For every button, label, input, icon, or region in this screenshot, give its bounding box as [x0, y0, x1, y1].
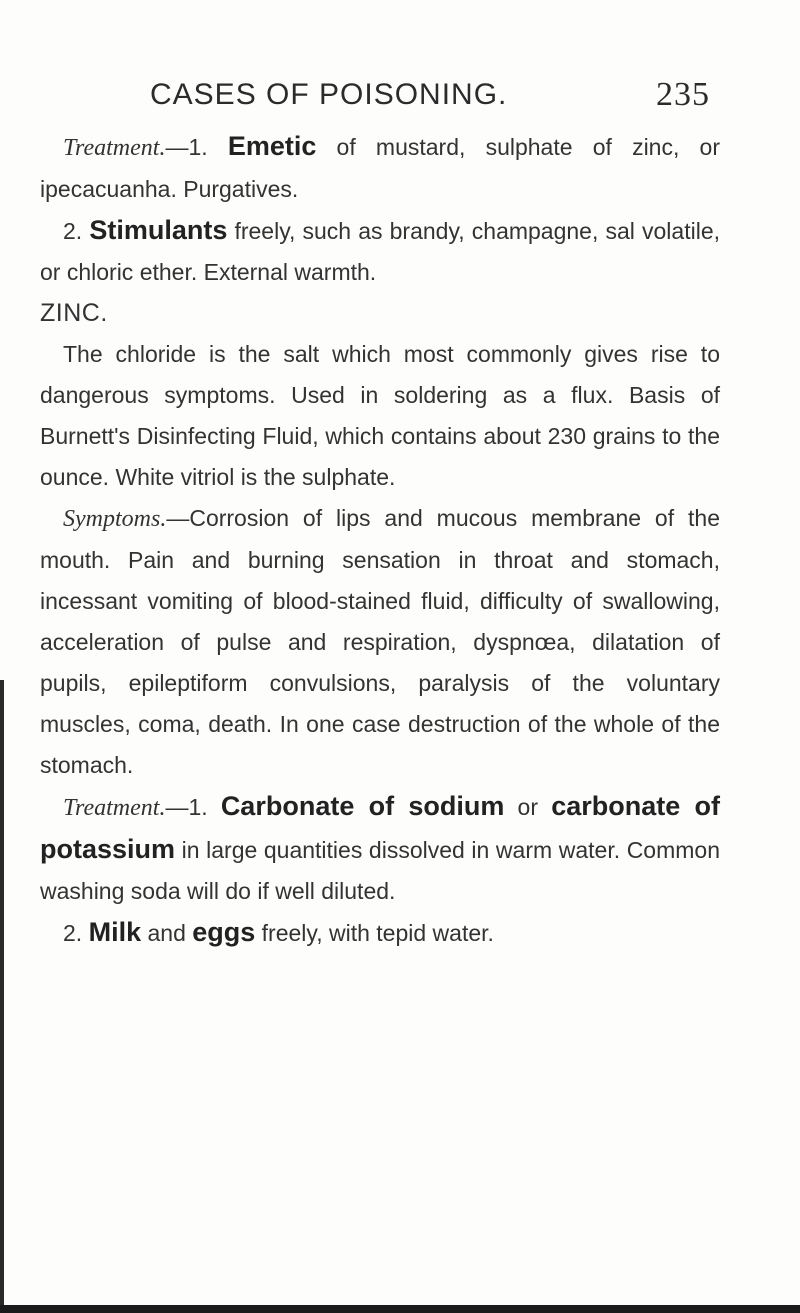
page-bottom-edge — [0, 1305, 800, 1313]
body-text — [40, 126, 720, 954]
treatment-label: Treatment. — [63, 135, 166, 161]
page-number: 235 — [656, 76, 710, 113]
emphasis-milk: Milk — [88, 917, 142, 947]
running-head — [150, 78, 710, 122]
treatment-text: freely, such as brandy, champagne, sal volatile, or chloric ether. External warmth. — [40, 218, 720, 285]
symptoms-text: —Corrosion of lips and mucous membrane of the mouth. Pain and burning sensation in throat and stomach, incessant vomiting of blood-stained fluid, difficulty of swallowing, acceleration of pulse and respiration, dyspnœa, dilatation of pupils, epileptiform convulsions, paralysis of the voluntary muscles, coma, death. In one case destruction of the whole of the stomach. — [40, 505, 720, 778]
treatment-number: —1. — [165, 794, 221, 820]
treatment-connector: or — [504, 794, 552, 820]
treatment-text: in large quantities dissolved in warm water. Common washing soda will do if well diluted. — [40, 837, 720, 904]
running-title: CASES OF POISONING. — [150, 78, 508, 111]
emphasis-eggs: eggs — [192, 917, 256, 947]
zinc-treatment-paragraph — [40, 786, 720, 912]
emphasis-stimulants: Stimulants — [89, 215, 228, 245]
zinc-symptoms-paragraph — [40, 498, 720, 786]
symptoms-label: Symptoms. — [63, 506, 167, 532]
treatment-number: —1. — [165, 134, 208, 160]
treatment-connector: and — [141, 920, 193, 946]
arsenic-treatment-paragraph — [40, 126, 720, 210]
treatment-text: of mustard, sulphate of zinc, or ipecacuanha. Purgatives. — [40, 134, 720, 202]
treatment-number: 2. — [63, 920, 89, 946]
page-edge-shadow — [0, 680, 4, 1305]
treatment-text: freely, with tepid water. — [255, 920, 494, 946]
treatment-number: 2. — [63, 218, 90, 244]
emphasis-carbonate-sodium: Carbonate of sodium — [220, 791, 505, 821]
section-heading-zinc: ZINC. — [40, 299, 108, 327]
emphasis-emetic: Emetic — [227, 131, 317, 161]
emphasis-carbonate-potassium: carbonate of potassium — [40, 791, 720, 864]
treatment-label: Treatment. — [63, 795, 166, 821]
zinc-intro-paragraph: The chloride is the salt which most commonly gives rise to dangerous symptoms. Used in soldering as a flux. Basis of Burnett's Disinfecting Fluid, which contains about 230 grains to the ounce. White vitriol is the sulphate. — [40, 341, 720, 490]
zinc-treatment-paragraph-2 — [40, 912, 720, 954]
arsenic-treatment-paragraph-2 — [40, 210, 720, 293]
